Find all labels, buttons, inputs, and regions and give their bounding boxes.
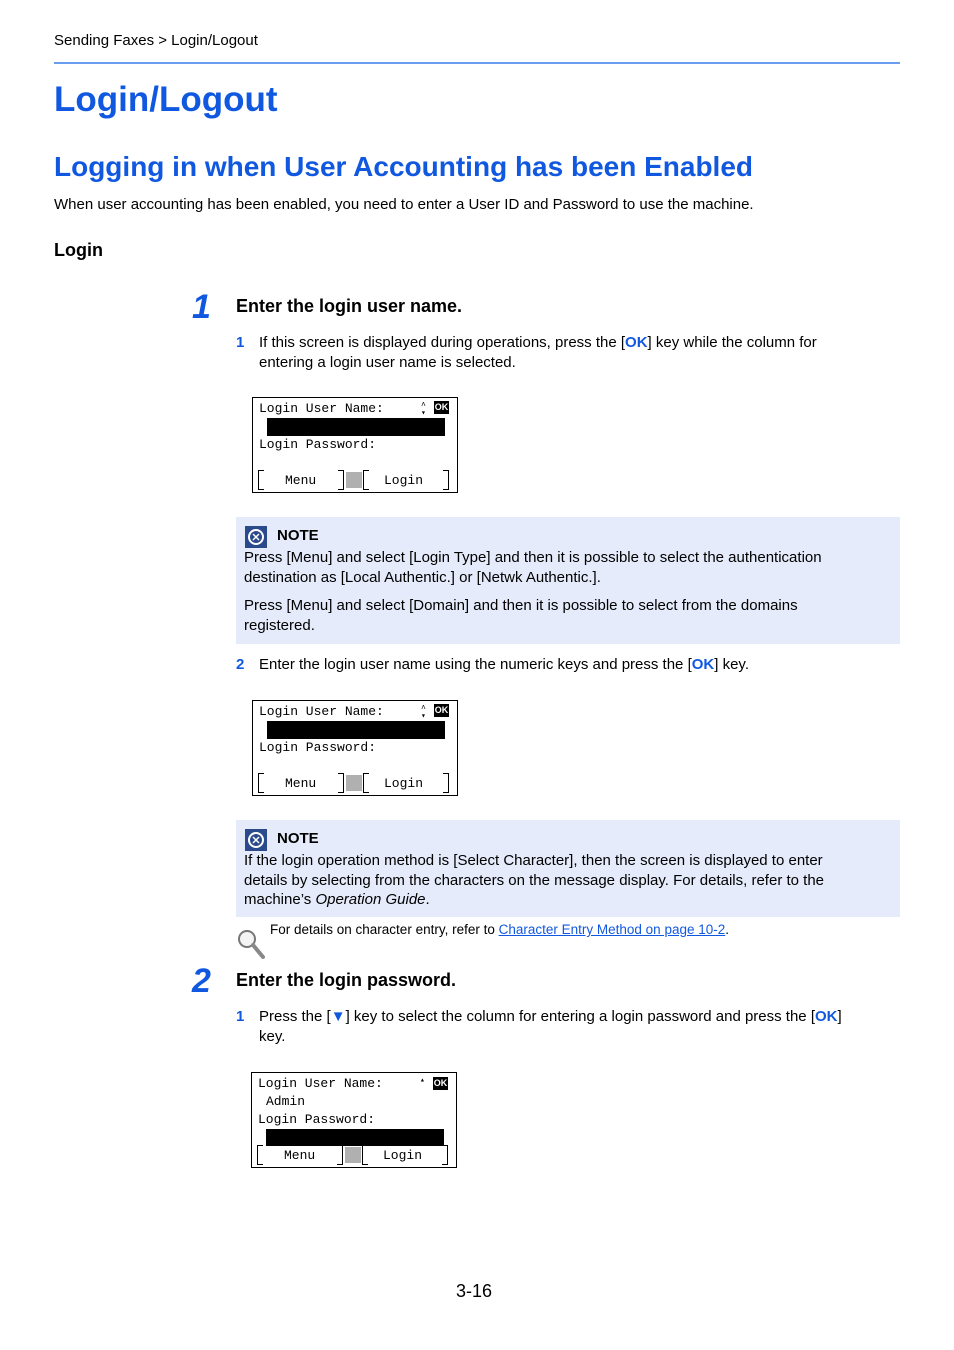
- lcd-menu-softkey[interactable]: Menu: [285, 473, 317, 488]
- character-entry-link[interactable]: Character Entry Method on page 10-2: [498, 922, 726, 937]
- lcd-screen-3: Login User Name: ▴ OK Admin Login Password: Menu Login: [251, 1072, 457, 1168]
- lcd-menu-softkey[interactable]: Menu: [284, 1148, 316, 1163]
- step-2-title: Enter the login password.: [236, 970, 457, 990]
- note-title: NOTE: [277, 830, 319, 847]
- lcd-user-value: Admin: [266, 1094, 306, 1109]
- note-title: NOTE: [277, 527, 319, 544]
- page-number: 3-16: [456, 1281, 493, 1301]
- lcd-user-label: Login User Name:: [258, 1076, 383, 1091]
- page-title: Login/Logout: [54, 80, 278, 119]
- note-icon: [245, 829, 267, 851]
- note-box-2: [236, 820, 900, 917]
- step-2-sub-1-text: Press the [▼] key to select the column for entering a login password and press the [OK] key.: [259, 1008, 842, 1045]
- ok-key: OK: [691, 656, 715, 673]
- breadcrumb: Sending Faxes > Login/Logout: [54, 32, 258, 49]
- lcd-login-softkey[interactable]: Login: [384, 473, 424, 488]
- lcd-ok-icon: OK: [433, 1078, 448, 1088]
- lcd-screen-2: Login User Name: ˄ ▾ OK Login Password: Menu Login: [252, 700, 458, 796]
- down-arrow-key: ▼: [330, 1008, 346, 1025]
- lcd-password-field-selected: [266, 1129, 444, 1146]
- subheading-login: Login: [54, 240, 103, 260]
- lcd-ok-icon: OK: [434, 705, 449, 715]
- lcd-password-label: Login Password:: [259, 437, 377, 452]
- header-rule: [54, 62, 900, 64]
- lcd-screen-1: Login User Name: ˄ ▾ OK Login Password: Menu Login: [252, 397, 458, 493]
- note-box-1: [236, 517, 900, 644]
- magnifier-icon: [236, 928, 266, 960]
- section-heading: Logging in when User Accounting has been Enabled: [54, 151, 754, 182]
- lcd-user-label: Login User Name:: [259, 704, 384, 719]
- lcd-login-softkey[interactable]: Login: [384, 776, 424, 791]
- lcd-menu-softkey[interactable]: Menu: [285, 776, 317, 791]
- lcd-user-label: Login User Name:: [259, 401, 384, 416]
- step-2-sub-1-number: 1: [236, 1008, 245, 1025]
- lcd-login-softkey[interactable]: Login: [383, 1148, 423, 1163]
- lcd-password-label: Login Password:: [258, 1112, 376, 1127]
- step-2-number: 2: [192, 962, 211, 1000]
- step-1-sub-1-text: If this screen is displayed during operations, press the [OK] key while the column for entering a login user name is selected.: [259, 334, 817, 371]
- step-1-title: Enter the login user name.: [236, 296, 463, 316]
- step-1-sub-2-number: 2: [236, 656, 245, 673]
- section-intro: When user accounting has been enabled, you need to enter a User ID and Password to use the machine.: [54, 196, 754, 213]
- reference-tip: For details on character entry, refer to Character Entry Method on page 10-2.: [270, 922, 730, 937]
- note-icon: [245, 526, 267, 548]
- step-1-sub-2-text: Enter the login user name using the numeric keys and press the [OK] key.: [259, 656, 749, 673]
- lcd-user-field-selected: [267, 418, 445, 436]
- lcd-ok-icon: OK: [434, 402, 449, 412]
- note-paragraph: If the login operation method is [Select Character], then the screen is displayed to enter details by selecting from the characters on the message display. For details, refer to the machine’s Operation Guide.: [244, 852, 825, 908]
- note-paragraph-1: Press [Menu] and select [Login Type] and then it is possible to select the authentication destination as [Local Authentic.] or [Netwk Authentic.].: [244, 549, 822, 586]
- lcd-password-label: Login Password:: [259, 740, 377, 755]
- lcd-user-field-selected: [267, 721, 445, 739]
- step-1-sub-1-number: 1: [236, 334, 245, 351]
- ok-key: OK: [815, 1008, 838, 1025]
- note-paragraph-2: Press [Menu] and select [Domain] and then it is possible to select from the domains registered.: [244, 597, 798, 634]
- ok-key: OK: [625, 334, 648, 351]
- step-1-number: 1: [192, 288, 211, 326]
